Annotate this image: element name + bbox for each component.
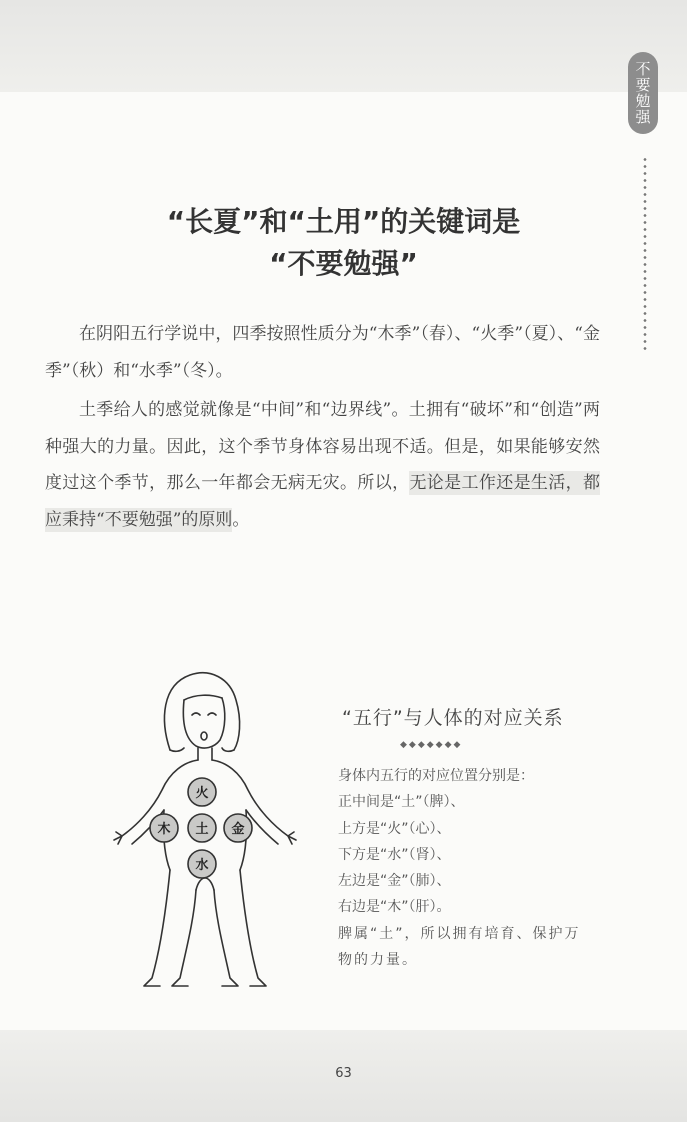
paragraph-2-text: 土季给人的感觉就像是“中间”和“边界线”。土拥有“破坏”和“创造”两种强大的力量。因此，这个季节身体容易出现不适。但是，如果能够安然度过这个季节，那么一年都会无病无灾。所以， [45,400,600,493]
wood-element-label: 木 [157,822,171,837]
body-paragraph-2 [45,392,600,538]
figure-title: “五行”与人体的对应关系 [342,707,564,729]
caption-line: 正中间是“土”（脾）、 [338,794,465,811]
caption-line: 下方是“水”（肾）、 [338,846,451,863]
chapter-side-tab [628,52,658,134]
caption-line: 脾属“土”，所以拥有培育、保护万物的力量。 [338,925,581,969]
diamond-divider: ◆◆◆◆◆◆◆ [400,740,463,750]
page-title-line-1: “长夏”和“土用”的关键词是 [166,205,521,238]
caption-line: 身体内五行的对应位置分别是： [338,768,534,784]
caption-line: 上方是“火”（心）、 [338,820,451,837]
earth-element-label: 土 [195,822,209,837]
caption-line: 左边是“金”（肺）、 [338,873,451,890]
chapter-side-tab-label: 不要勉强 [633,61,652,125]
fire-element-label: 火 [195,786,209,801]
body-paragraph-1: 在阴阳五行学说中，四季按照性质分为“木季”（春）、“火季”（夏）、“金季”（秋）和“水季”（冬）。 [45,324,600,381]
highlighted-sentence: 无论是工作还是生活，都应秉持“不要勉强”的原则 [45,473,601,530]
water-element-label: 水 [195,858,209,873]
metal-element-label: 金 [231,822,245,837]
paragraph-2-end: 。 [232,509,250,530]
body-five-elements-illustration [100,660,310,1000]
top-margin-band [0,0,687,92]
page-number: 63 [335,1066,352,1081]
page-title-line-2: “不要勉强” [269,247,418,280]
figure-caption-list [338,763,598,973]
caption-line: 右边是“木”（肝）。 [338,899,451,916]
